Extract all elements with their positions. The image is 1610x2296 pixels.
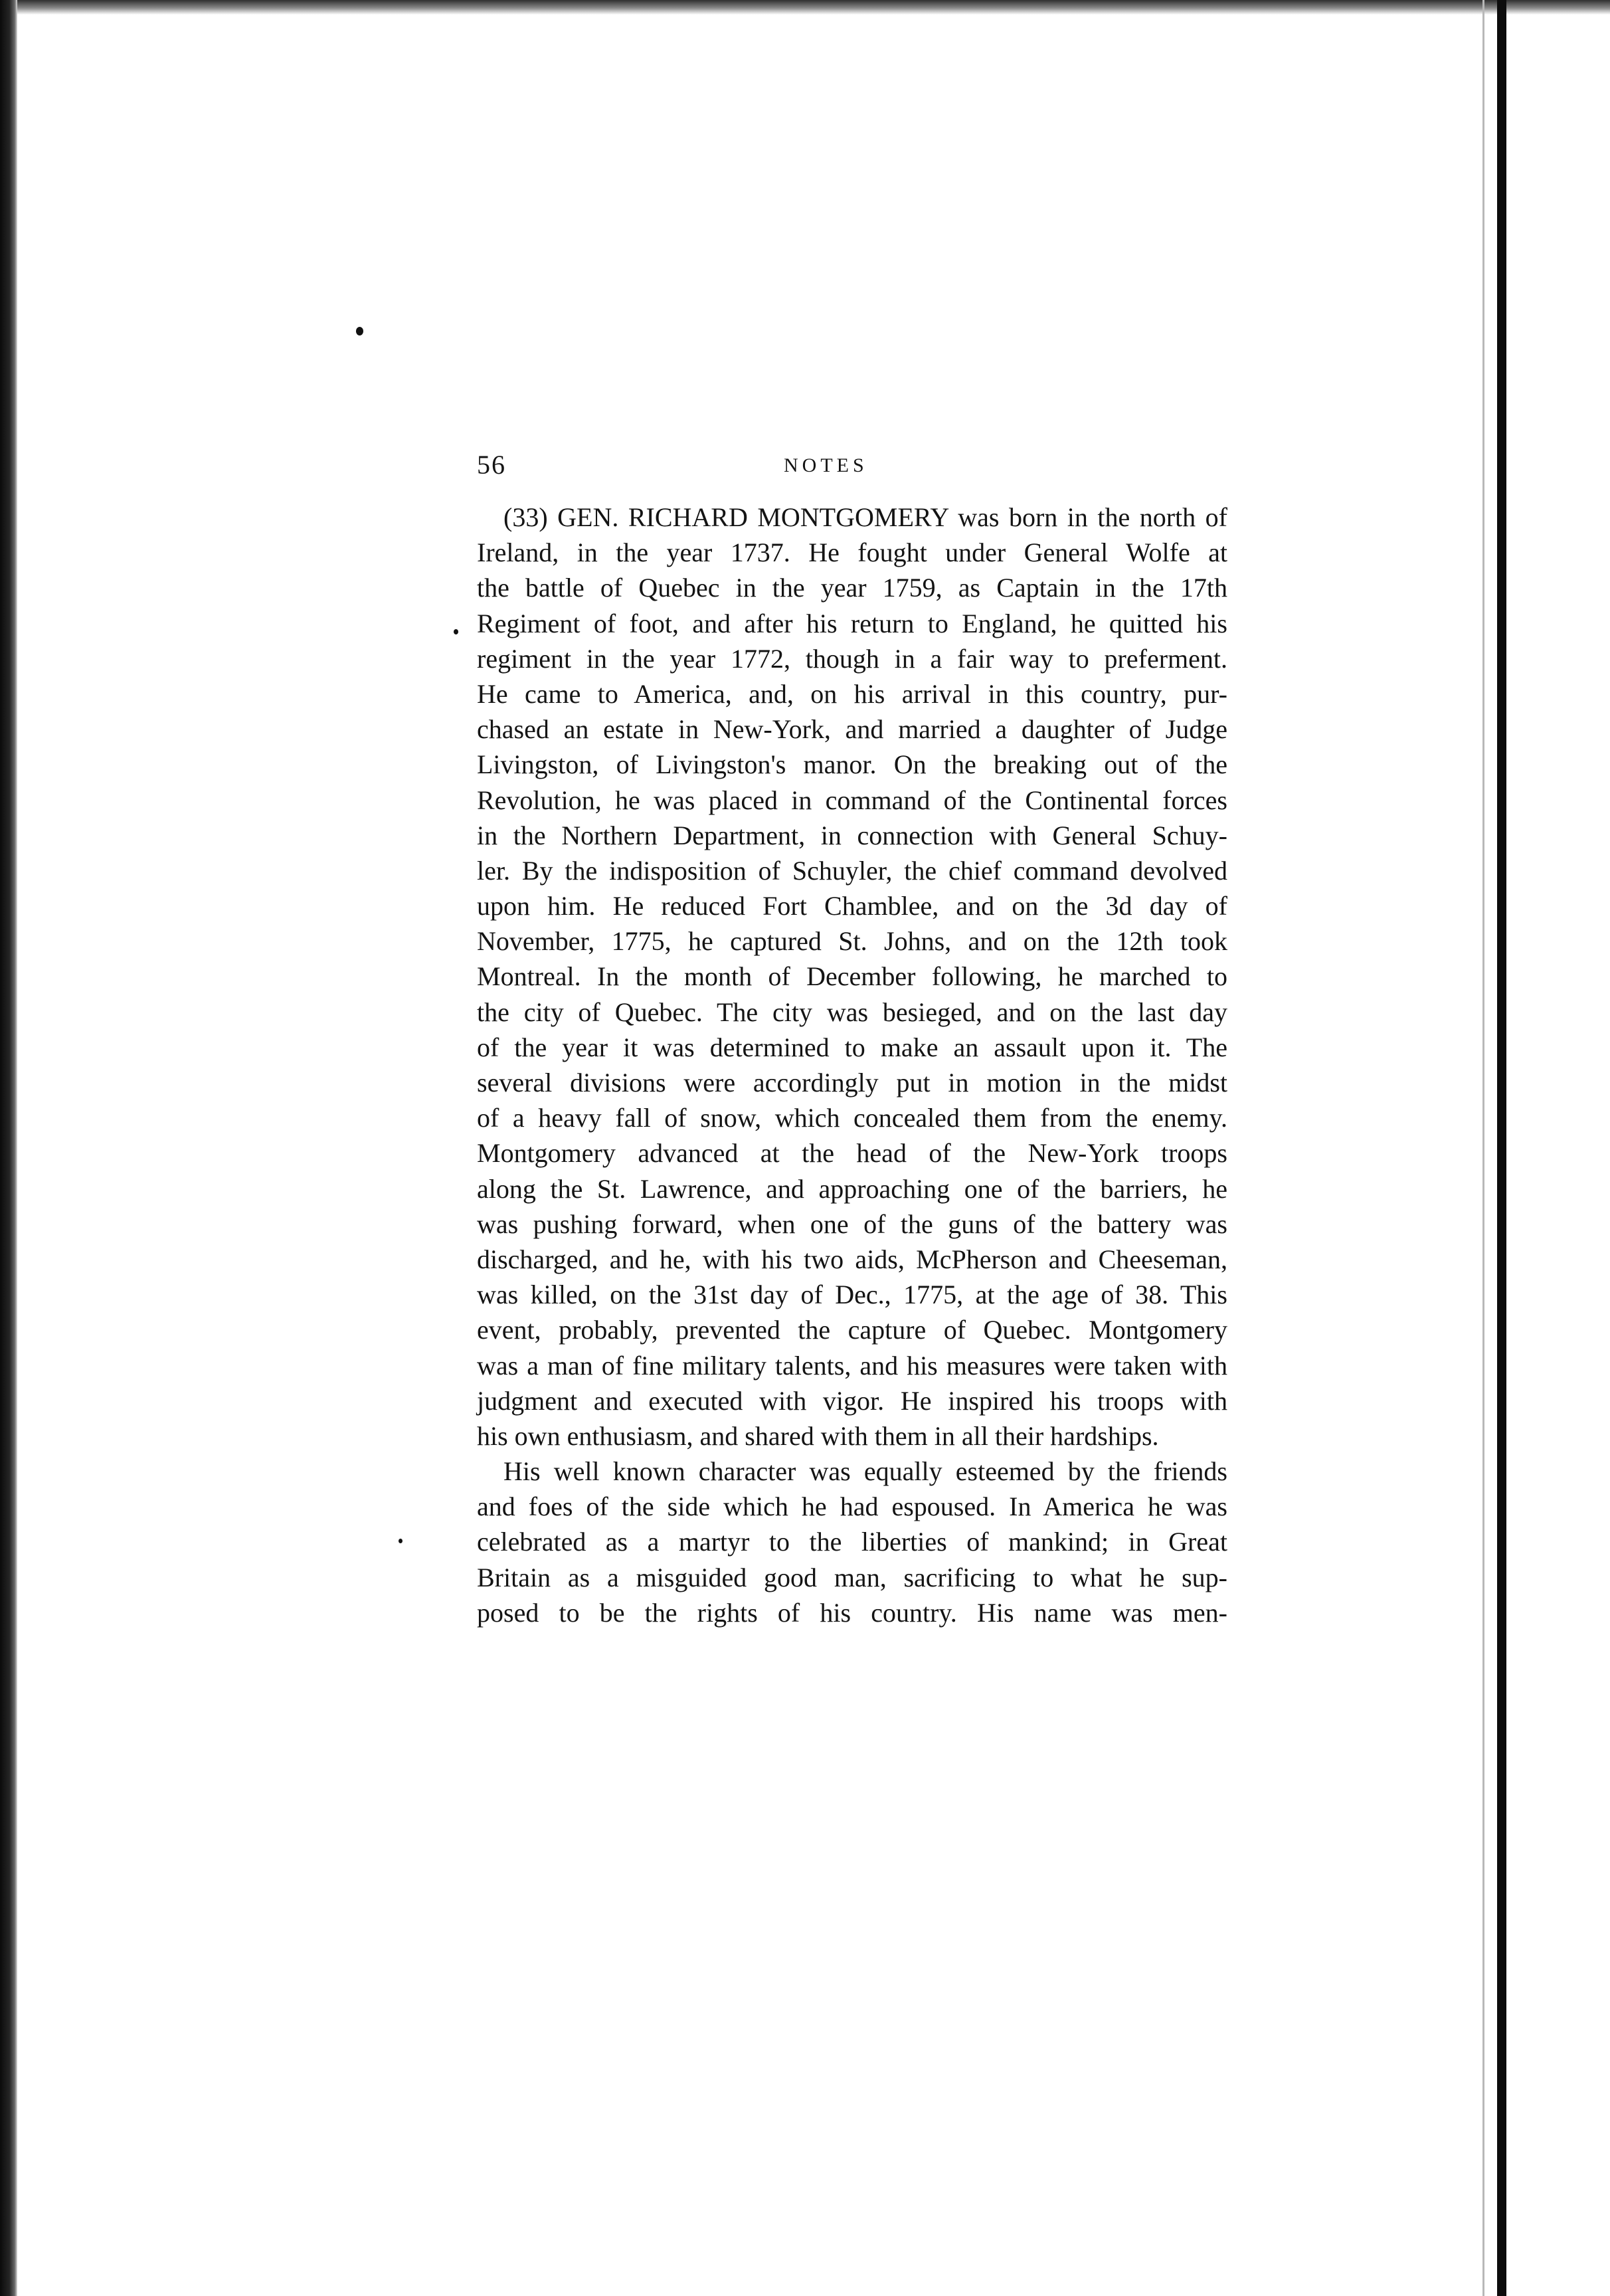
text-line: celebrated as a martyr to the liberties of mankind; in Great (477, 1527, 1227, 1557)
scan-top-edge (0, 0, 1610, 15)
scan-speck (454, 629, 458, 634)
text-line: (33) GEN. RICHARD MONTGOMERY was born in the north of (503, 502, 1227, 532)
text-line: Livingston, of Livingston's manor. On the breaking out of the (477, 749, 1227, 780)
text-line: Montgomery advanced at the head of the New-York troops (477, 1138, 1227, 1169)
text-line: regiment in the year 1772, though in a fair way to preferment. (477, 643, 1227, 674)
text-line: and foes of the side which he had espoused. In America he was (477, 1491, 1227, 1522)
text-line: of the year it was determined to make an assault upon it. The (477, 1032, 1227, 1062)
text-line: chased an estate in New-York, and married a daughter of Judge (477, 714, 1227, 745)
scan-right-border (1497, 0, 1506, 2296)
text-line: was a man of fine military talents, and his measures were taken with (477, 1350, 1227, 1381)
text-line: of a heavy fall of snow, which concealed them from the enemy. (477, 1103, 1227, 1133)
scan-left-edge (0, 0, 17, 2296)
text-line: He came to America, and, on his arrival in this country, pur- (477, 678, 1227, 709)
scan-speck (356, 327, 363, 335)
text-line: Montreal. In the month of December following, he marched to (477, 961, 1227, 992)
text-line: ler. By the indisposition of Schuyler, the chief command devolved (477, 855, 1227, 886)
text-line: upon him. He reduced Fort Chamblee, and on the 3d day of (477, 891, 1227, 921)
text-line: Ireland, in the year 1737. He fought under General Wolfe at (477, 537, 1227, 568)
text-line: the battle of Quebec in the year 1759, as Captain in the 17th (477, 573, 1227, 603)
text-line: His well known character was equally esteemed by the friends (503, 1456, 1227, 1487)
text-line: judgment and executed with vigor. He inspired his troops with (477, 1385, 1227, 1416)
text-line: event, probably, prevented the capture of Quebec. Montgomery (477, 1315, 1227, 1345)
body-text (477, 500, 1227, 1630)
text-line: several divisions were accordingly put in motion in the midst (477, 1068, 1227, 1098)
text-line: posed to be the rights of his country. His name was men- (477, 1597, 1227, 1628)
text-line: was pushing forward, when one of the guns of the battery was (477, 1208, 1227, 1239)
text-line: Britain as a misguided good man, sacrificing to what he sup- (477, 1562, 1227, 1592)
text-line: was killed, on the 31st day of Dec., 1775, at the age of 38. This (477, 1280, 1227, 1310)
text-line: the city of Quebec. The city was besieged, and on the last day (477, 997, 1227, 1027)
scan-speck (399, 1539, 402, 1543)
text-line: in the Northern Department, in connection with General Schuy- (477, 820, 1227, 850)
text-line: discharged, and he, with his two aids, McPherson and Cheeseman, (477, 1244, 1227, 1274)
page-number: 56 (477, 450, 506, 480)
text-line: November, 1775, he captured St. Johns, and on the 12th took (477, 926, 1227, 957)
scan-right-shadow (1482, 0, 1484, 2296)
running-head: NOTES (784, 454, 868, 476)
text-line: Revolution, he was placed in command of the Continental forces (477, 785, 1227, 815)
text-line: along the St. Lawrence, and approaching one of the barriers, he (477, 1173, 1227, 1204)
text-line: Regiment of foot, and after his return to England, he quitted his (477, 608, 1227, 638)
text-line: his own enthusiasm, and shared with them in all their hardships. (477, 1420, 1159, 1451)
